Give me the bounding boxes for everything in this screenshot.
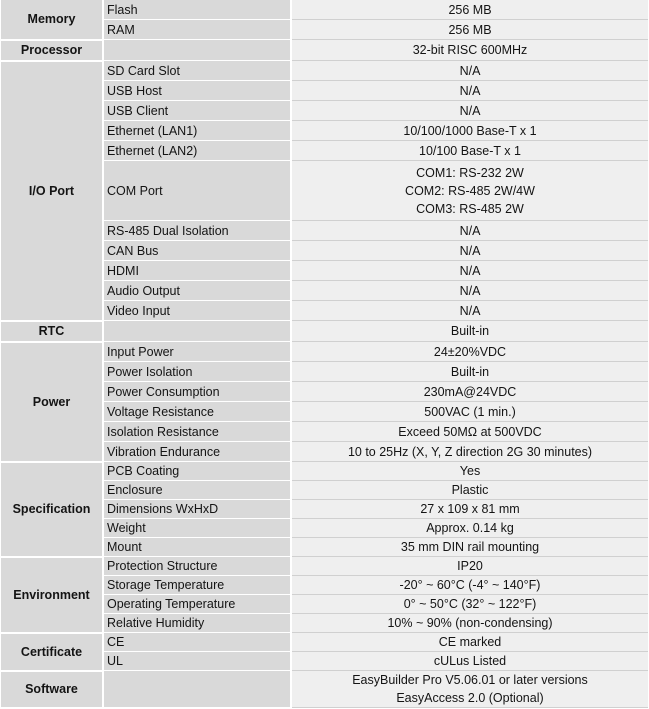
row-label: Power Consumption (103, 382, 291, 402)
row-label-empty (103, 40, 291, 61)
row-label: UL (103, 652, 291, 671)
row-label: Power Isolation (103, 362, 291, 382)
table-row (1, 671, 648, 708)
row-value: -20° ~ 60°C (-4° ~ 140°F) (291, 576, 648, 595)
category-rtc: RTC (1, 321, 103, 342)
row-label-empty (103, 321, 291, 342)
row-label: Ethernet (LAN1) (103, 121, 291, 141)
row-label: RAM (103, 20, 291, 40)
table-row (1, 0, 648, 20)
row-value: CE marked (291, 633, 648, 652)
row-label: Protection Structure (103, 557, 291, 576)
row-label: Relative Humidity (103, 614, 291, 633)
row-label: Voltage Resistance (103, 402, 291, 422)
table-row (1, 342, 648, 362)
table-row (1, 557, 648, 576)
row-label-empty (103, 671, 291, 708)
row-label: CE (103, 633, 291, 652)
value-line: EasyBuilder Pro V5.06.01 or later versions (352, 673, 588, 687)
category-io-port: I/O Port (1, 61, 103, 321)
row-value: IP20 (291, 557, 648, 576)
table-row (1, 633, 648, 652)
row-value-multiline (291, 161, 648, 221)
row-value: 32-bit RISC 600MHz (291, 40, 648, 61)
table-row (1, 462, 648, 481)
row-label: Storage Temperature (103, 576, 291, 595)
row-value: 24±20%VDC (291, 342, 648, 362)
row-label: PCB Coating (103, 462, 291, 481)
row-value: 10 to 25Hz (X, Y, Z direction 2G 30 minutes) (291, 442, 648, 462)
table-row (1, 321, 648, 342)
row-value: N/A (291, 241, 648, 261)
row-value: 10/100 Base-T x 1 (291, 141, 648, 161)
row-label: CAN Bus (103, 241, 291, 261)
row-label: Flash (103, 0, 291, 20)
row-value: 0° ~ 50°C (32° ~ 122°F) (291, 595, 648, 614)
row-label: SD Card Slot (103, 61, 291, 81)
row-value: N/A (291, 281, 648, 301)
row-label: Mount (103, 538, 291, 557)
row-value: 230mA@24VDC (291, 382, 648, 402)
row-value: 500VAC (1 min.) (291, 402, 648, 422)
category-memory: Memory (1, 0, 103, 40)
row-label: USB Host (103, 81, 291, 101)
row-label: USB Client (103, 101, 291, 121)
category-processor: Processor (1, 40, 103, 61)
row-value: Approx. 0.14 kg (291, 519, 648, 538)
row-value: Exceed 50MΩ at 500VDC (291, 422, 648, 442)
row-label: Dimensions WxHxD (103, 500, 291, 519)
row-label: Operating Temperature (103, 595, 291, 614)
value-line: COM2: RS-485 2W/4W (405, 183, 535, 198)
row-value: Built-in (291, 321, 648, 342)
row-value: N/A (291, 101, 648, 121)
value-line: COM3: RS-485 2W (416, 201, 524, 216)
category-certificate: Certificate (1, 633, 103, 671)
row-value: N/A (291, 261, 648, 281)
row-label: Vibration Endurance (103, 442, 291, 462)
row-label: Isolation Resistance (103, 422, 291, 442)
value-line: EasyAccess 2.0 (Optional) (396, 691, 544, 705)
row-label: Audio Output (103, 281, 291, 301)
row-value: N/A (291, 301, 648, 321)
row-value: N/A (291, 221, 648, 241)
row-label: COM Port (103, 161, 291, 221)
row-value: 27 x 109 x 81 mm (291, 500, 648, 519)
row-value: 35 mm DIN rail mounting (291, 538, 648, 557)
row-label: Video Input (103, 301, 291, 321)
row-label: Input Power (103, 342, 291, 362)
row-value-multiline (291, 671, 648, 708)
row-value: Yes (291, 462, 648, 481)
row-value: N/A (291, 81, 648, 101)
row-value: 10/100/1000 Base-T x 1 (291, 121, 648, 141)
row-label: HDMI (103, 261, 291, 281)
row-value: 256 MB (291, 0, 648, 20)
table-row (1, 61, 648, 81)
row-label: Ethernet (LAN2) (103, 141, 291, 161)
row-value: Plastic (291, 481, 648, 500)
category-power: Power (1, 342, 103, 462)
category-environment: Environment (1, 557, 103, 633)
category-specification: Specification (1, 462, 103, 557)
table-row (1, 40, 648, 61)
row-value: Built-in (291, 362, 648, 382)
row-value: 10% ~ 90% (non-condensing) (291, 614, 648, 633)
row-label: RS-485 Dual Isolation (103, 221, 291, 241)
row-label: Weight (103, 519, 291, 538)
value-line: COM1: RS-232 2W (416, 165, 524, 180)
row-value: cULus Listed (291, 652, 648, 671)
row-label: Enclosure (103, 481, 291, 500)
specification-table (1, 0, 648, 709)
row-value: N/A (291, 61, 648, 81)
category-software: Software (1, 671, 103, 708)
row-value: 256 MB (291, 20, 648, 40)
